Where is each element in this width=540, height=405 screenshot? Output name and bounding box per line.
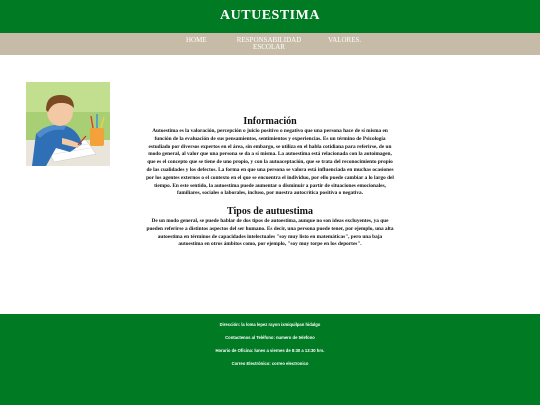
section-informacion-title: Información: [243, 116, 297, 127]
footer-phone: Contactenos al Teléfono: numero de telefono: [225, 335, 315, 340]
nav-home-link[interactable]: HOME: [186, 36, 207, 44]
nav-valores-link[interactable]: VALORES.: [328, 36, 362, 44]
site-title: AUTUESTIMA: [220, 8, 320, 23]
site-footer: [0, 314, 540, 405]
footer-address: Dirección: la loma lepez rayon ixmiquilpan hidalgo: [219, 322, 321, 327]
section-tipos-title: Tipos de autuestima: [227, 206, 313, 217]
nav-responsabilidad-link[interactable]: RESPONSABILIDAD ESCOLAR: [236, 36, 302, 51]
section-informacion-text: Autoestima es la valoración, percepción o juicio positivo o negativo que una persona hace de sí misma en función de la evaluación de sus pensamientos, sentimientos y experiencias. Es un término de Psicología estudiado por diversos expertos en el área, sin embargo, se utiliza en el habla cotidiana para referirse, de un modo general, al valor que una persona se da a sí misma. La autoestima está relacionada con la autoimagen, que es el concepto que se tiene de uno propio, y con la autoaceptación, que se trata del reconocimiento propio de las cualidades y los defectos. La forma en que una persona se valora está influenciada en muchas ocasiones por los agentes externos o el contexto en el que se encuentra el individuo, por ello puede cambiar a lo largo del tiempo. En este sentido, la autoestima puede aumentar o disminuir a partir de situaciones emocionales, familiares, sociales o laborales, incluso, por nuestra autocrítica positiva o negativa.: [146, 128, 394, 197]
section-informacion: [145, 116, 395, 198]
nav-bar: [0, 33, 540, 55]
footer-hours: Horario de Oficina: lunes a viernes de 8:30 a 13:30 hrs.: [215, 348, 325, 353]
site-header: [0, 0, 540, 33]
section-tipos: [145, 206, 395, 249]
section-tipos-text: De un modo general, se puede hablar de dos tipos de autoestima, aunque no son ideas excluyentes, ya que pueden referirse a distintos aspectos del ser humano. Es decir, una persona puede tener, por ejemplo, una alta autoestima en términos de capacidades intelectuales "soy muy listo en matemáticas", pero una baja autoestima en otros ámbitos como, por ejemplo, "soy muy torpe en los deportes".: [146, 218, 394, 248]
footer-email: Correo Electrónico: correo electronico: [231, 361, 309, 366]
child-writing-photo: [26, 82, 110, 166]
